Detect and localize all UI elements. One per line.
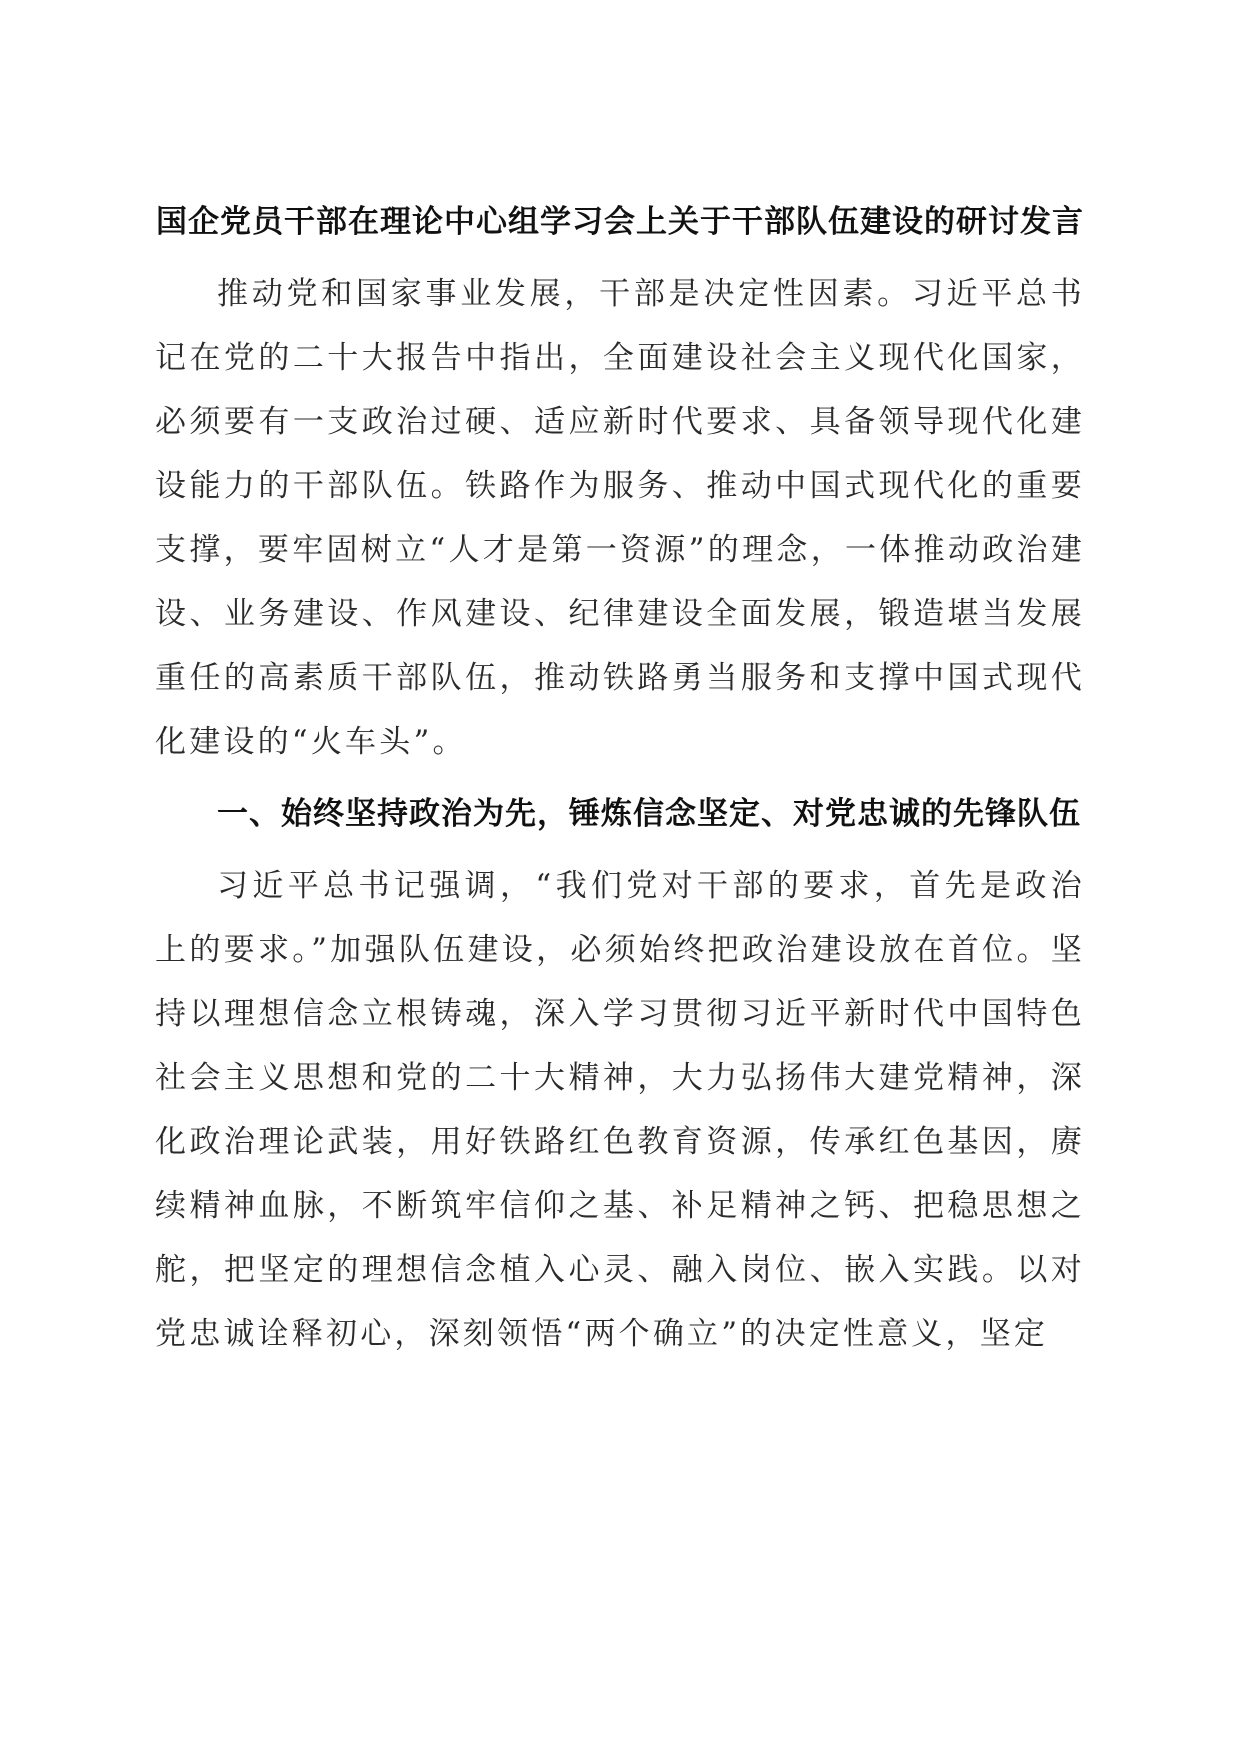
document-page (155, 190, 1085, 1366)
document-title: 国企党员干部在理论中心组学习会上关于干部队伍建设的研讨发言 (156, 204, 1084, 240)
intro-paragraph: 推动党和国家事业发展，干部是决定性因素。习近平总书记在党的二十大报告中指出，全面建设社会主义现代化国家，必须要有一支政治过硬、适应新时代要求、具备领导现代化建设能力的干部队伍。铁路作为服务、推动中国式现代化的重要支撑，要牢固树立“人才是第一资源”的理念，一体推动政治建设、业务建设、作风建设、纪律建设全面发展，锻造堪当发展重任的高素质干部队伍，推动铁路勇当服务和支撑中国式现代化建设的“火车头”。 (155, 276, 1085, 760)
section-1-heading: 一、始终坚持政治为先，锤炼信念坚定、对党忠诚的先锋队伍 (217, 796, 1081, 832)
section-1-paragraph: 习近平总书记强调，“我们党对干部的要求，首先是政治上的要求。”加强队伍建设，必须始终把政治建设放在首位。坚持以理想信念立根铸魂，深入学习贯彻习近平新时代中国特色社会主义思想和党的二十大精神，大力弘扬伟大建党精神，深化政治理论武装，用好铁路红色教育资源，传承红色基因，赓续精神血脉，不断筑牢信仰之基、补足精神之钙、把稳思想之舵，把坚定的理想信念植入心灵、融入岗位、嵌入实践。以对党忠诚诠释初心，深刻领悟“两个确立”的决定性意义，坚定 (155, 868, 1085, 1352)
